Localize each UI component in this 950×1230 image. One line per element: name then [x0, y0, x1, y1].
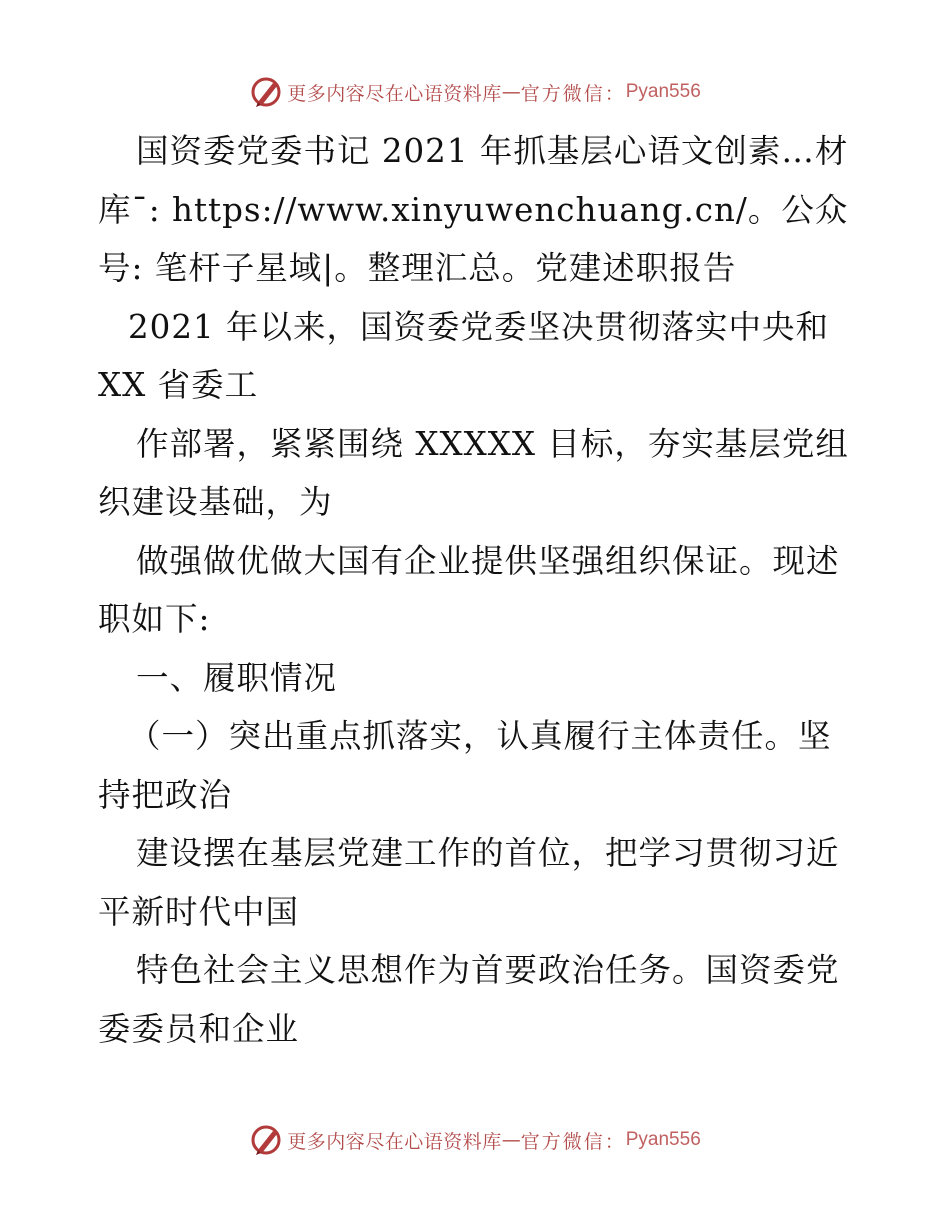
body-line: 号: 笔杆子星域|。整理汇总。党建述职报告 — [98, 249, 737, 287]
body-line: 2021 年以来，国资委党委坚决贯彻落实中央和 — [128, 307, 830, 346]
body-line: 建设摆在基层党建工作的首位，把学习贯彻习近 — [136, 834, 840, 872]
header-banner-separator: — — [501, 81, 521, 103]
body-line: 织建设基础，为 — [98, 483, 333, 521]
body-line: XX 省委工 — [98, 366, 259, 404]
subsection-heading: （一）突出重点抓落实，认真履行主体责任。坚 — [128, 717, 832, 755]
body-line: 持把政治 — [98, 775, 233, 814]
body-line: 作部署，紧紧围绕 XXXXX 目标，夯实基层党组 — [136, 424, 849, 463]
body-line: 职如下: — [98, 600, 211, 638]
body-line: 特色社会主义思想作为首要政治任务。国资委党 — [136, 951, 840, 989]
header-weixin-label: 官方微信： — [520, 82, 626, 105]
body-line: 平新时代中国 — [98, 892, 300, 931]
body-line: 委委员和企业 — [98, 1009, 300, 1048]
document-body — [98, 122, 858, 1058]
body-line: 国资委党委书记 2021 年抓基层心语文创素…材 — [136, 132, 849, 170]
pen-logo-icon — [249, 75, 283, 109]
footer-weixin-label: 官方微信： — [520, 1130, 626, 1153]
footer-weixin-id: Pyan556 — [625, 1129, 701, 1150]
header-weixin-id: Pyan556 — [625, 81, 701, 102]
footer-banner — [0, 1120, 950, 1160]
footer-banner-separator: — — [501, 1129, 521, 1151]
body-line: 做强做优做大国有企业提供坚强组织保证。现述 — [136, 541, 840, 580]
body-line: 库¯: https://www.xinyuwenchuang.cn/。公众 — [98, 190, 849, 229]
header-banner-text: 更多内容尽在心语资料库 — [287, 82, 502, 105]
header-banner — [0, 72, 950, 112]
section-heading: 一、履职情况 — [136, 658, 338, 697]
pen-logo-icon — [249, 1123, 283, 1157]
footer-banner-text: 更多内容尽在心语资料库 — [287, 1130, 502, 1153]
